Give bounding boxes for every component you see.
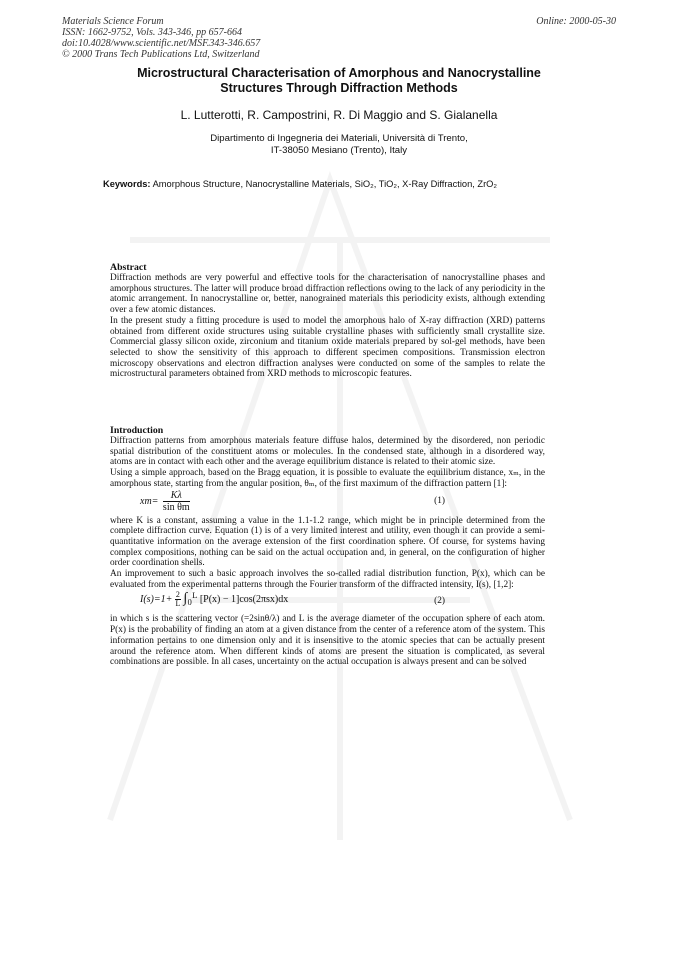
equation-2-fraction-numerator: 2 (175, 590, 180, 600)
equation-2 (110, 590, 545, 614)
introduction-heading: Introduction (110, 425, 164, 436)
affiliation-line-1: Dipartimento di Ingegneria dei Materiali, Università di Trento, (210, 133, 468, 144)
affiliation (80, 133, 598, 157)
online-date: Online: 2000-05-30 (536, 16, 616, 27)
abstract-paragraph-2: In the present study a fitting procedure is used to model the amorphous halo of X-ray diffraction (XRD) patterns obtained from different oxide structures using suitable crystalline phases with sufficiently small crystallite size. Commercial glassy silicon oxide, zirconium and titanium oxide materials prepared by sol-gel methods, have been selected to show the sensitivity of this approach to different specimen compositions. Transmission electron microscopy observations and electron diffraction analyses were conducted on some of the samples to relate the microstructural parameters obtained from XRD methods to microscopic features. (110, 315, 545, 380)
issn-line: ISSN: 1662-9752, Vols. 343-346, pp 657-664 (62, 27, 242, 38)
equation-2-fraction (175, 591, 181, 608)
equation-1-numerator: Kλ (163, 490, 190, 502)
intro-paragraph-3: where K is a constant, assuming a value in the 1.1-1.2 range, which might be in principle determined from the complete diffraction curve. Equation (1) is of a very limited interest and utility, even though it can provide a semi-quantitative information on the average extension of the first coordination sphere. Of course, for systems having complex compositions, nothing can be said on the actual occupation and, in general, on the configuration of higher order coordination shells. (110, 515, 545, 569)
title-line-1: Microstructural Characterisation of Amorphous and Nanocrystalline (137, 66, 541, 80)
equation-1-number: (1) (434, 495, 445, 506)
equation-2-lhs: I(s)=1+ (140, 594, 173, 606)
introduction-section (110, 425, 545, 668)
intro-paragraph-1: Diffraction patterns from amorphous materials feature diffuse halos, determined by the disordered, non periodic spatial distribution of the constituent atoms or molecules. In the condensed state, although in a disordered way, atoms are in contact with each other and the average equilibrium distance is related to their atomic size. (110, 436, 545, 468)
intro-paragraph-5: in which s is the scattering vector (=2sinθ/λ) and L is the average diameter of the occupation sphere of each atom. P(x) is the probability of finding an atom at a given distance from the center of a reference atom of the system. This information pertains to one dimension only and it is insensitive to the atomic species that can be actually present around the reference atom. When different kinds of atoms are present the situation is complicated, as several combinations are possible. In all cases, uncertainty on the actual occupation is always present and can be solved (110, 614, 545, 668)
abstract-heading: Abstract (110, 262, 147, 273)
equation-1-fraction (163, 490, 190, 513)
equation-2-expression (140, 591, 288, 608)
keywords-text: Amorphous Structure, Nanocrystalline Materials, SiO₂, TiO₂, X-Ray Diffraction, ZrO₂ (152, 179, 498, 189)
affiliation-line-2: IT-38050 Mesiano (Trento), Italy (270, 145, 408, 156)
copyright-line: © 2000 Trans Tech Publications Ltd, Switzerland (62, 49, 260, 60)
intro-paragraph-2: Using a simple approach, based on the Bragg equation, it is possible to evaluate the equilibrium distance, xₘ, in the amorphous state, starting from the angular position, θₘ, of the first maximum of the diffraction pattern [1]: (110, 468, 545, 489)
keywords (103, 179, 583, 189)
equation-1-expression (140, 490, 190, 513)
title-line-2: Structures Through Diffraction Methods (220, 81, 458, 95)
abstract-paragraph-1: Diffraction methods are very powerful and effective tools for the characterisation of nanocrystalline phases and amorphous structures. The latter will produce broad diffraction reflections owing to the lack of any periodicity in the atomic arrangement. In nanocrystalline or, better, nanograined materials this periodicity exists, although extending over a few atomic distances. (110, 273, 545, 316)
journal-name: Materials Science Forum (62, 16, 164, 27)
doi-line[interactable]: doi:10.4028/www.scientific.net/MSF.343-346.657 (62, 38, 261, 49)
equation-2-number: (2) (434, 596, 445, 607)
equation-1-lhs: xm= (140, 495, 159, 507)
abstract-section (110, 262, 545, 380)
equation-2-rhs: [P(x) − 1]cos(2πsx)dx (199, 594, 289, 606)
paper-title (80, 66, 598, 96)
equation-1-denominator: sin θm (162, 501, 190, 513)
authors: L. Lutterotti, R. Campostrini, R. Di Maggio and S. Gialanella (180, 108, 498, 122)
equation-2-fraction-denominator: L (175, 599, 181, 609)
integral-sign: ∫₀ᴸ (183, 591, 198, 607)
equation-1 (110, 490, 545, 516)
journal-header (62, 16, 362, 60)
intro-paragraph-4: An improvement to such a basic approach involves the so-called radial distribution function, P(x), which can be evaluated from the experimental patterns through the Fourier transform of the diffracted intensity, I(s), [1,2]: (110, 569, 545, 590)
keywords-label: Keywords: (103, 179, 151, 189)
